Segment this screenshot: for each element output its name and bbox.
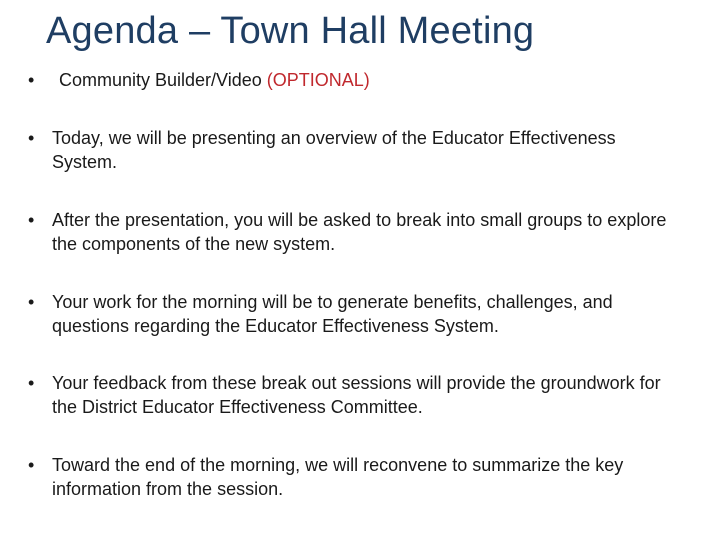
agenda-item-text: Today, we will be presenting an overview of the Educator Effectiveness System.: [52, 128, 616, 172]
bullet-dot: •: [28, 373, 35, 393]
agenda-item-morning-work: [28, 290, 678, 338]
optional-tag: (OPTIONAL): [266, 70, 370, 90]
agenda-item-text: After the presentation, you will be asked to break into small groups to explore the components of the new system.: [52, 210, 667, 254]
agenda-item-small-groups: [28, 208, 678, 256]
agenda-item-text: Your work for the morning will be to generate benefits, challenges, and questions regarding the Educator Effectiveness System.: [52, 292, 613, 336]
agenda-item-text: [59, 68, 370, 92]
agenda-item-feedback: [28, 371, 678, 419]
bullet-dot: •: [28, 210, 35, 230]
bullet-dot: •: [28, 455, 35, 475]
agenda-item-overview: [28, 126, 678, 174]
agenda-item-community-builder: [28, 68, 370, 92]
agenda-item-reconvene: [28, 453, 678, 501]
agenda-item-label: Community Builder/Video: [59, 70, 267, 90]
agenda-item-text: Toward the end of the morning, we will reconvene to summarize the key information from the session.: [52, 455, 624, 499]
bullet-dot: •: [28, 70, 35, 90]
bullet-dot: •: [28, 292, 35, 312]
agenda-item-text: Your feedback from these break out sessions will provide the groundwork for the District Educator Effectiveness Committee.: [52, 373, 661, 417]
bullet-dot: •: [28, 128, 35, 148]
slide-title: Agenda – Town Hall Meeting: [46, 10, 535, 52]
